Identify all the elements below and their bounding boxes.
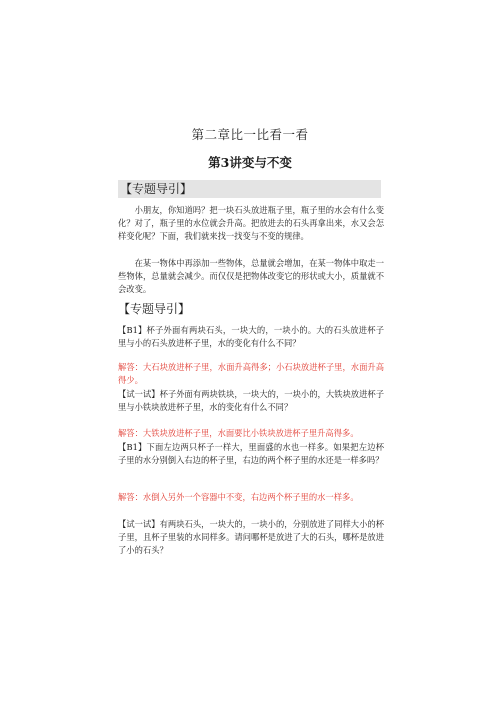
answer-b1-stones: 解答：大石块放进杯子里，水面升高得多；小石块放进杯子里，水面升高得少。 <box>118 362 384 386</box>
try-it-iron: 【试一试】杯子外面有两块铁块，一块大的，一块小的，大铁块放进杯子里与小铁块放进杯子里，水的变化有什么不同？ <box>118 389 384 413</box>
intro-paragraph-1: 小朋友，你知道吗？把一块石头放进瓶子里，瓶子里的水会有什么变化？对了，瓶子里的水位就会升高。把放进去的石头再拿出来，水又会怎样变化呢？下面，我们就来找一找变与不变的规律。 <box>118 205 384 242</box>
lesson-title: 第3讲变与不变 <box>208 155 292 170</box>
section-heading-examples: 【专题导引】 <box>118 302 191 316</box>
intro-paragraph-2: 在某一物体中再添加一些物体，总量就会增加，在某一物体中取走一些物体，总量就会减少。而仅仅是把物体改变它的形状或大小，质量就不会改变。 <box>118 258 384 295</box>
section-heading-intro: 【专题导引】 <box>118 180 381 198</box>
question-b1-cups: 【B1】下面左边两只杯子一样大，里面盛的水也一样多。如果把左边杯子里的水分别倒入右边的杯子里，右边的两个杯子里的水还是一样多吗？ <box>118 442 384 466</box>
question-b1-stones: 【B1】杯子外面有两块石头，一块大的，一块小的。大的石头放进杯子里与小的石头放进杯子里，水的变化有什么不同？ <box>118 325 384 349</box>
answer-try-it-iron: 解答：大铁块放进杯子里，水面要比小铁块放进杯子里升高得多。 <box>118 428 359 438</box>
answer-b1-cups: 解答：水倒入另外一个容器中不变，右边两个杯子里的水一样多。 <box>118 492 359 502</box>
chapter-title: 第二章比一比看一看 <box>191 127 309 142</box>
try-it-stones: 【试一试】有两块石头，一块大的，一块小的，分别放进了同样大小的杯子里，且杯子里装的水同样多。请问哪杯是放进了大的石头，哪杯是放进了小的石头？ <box>118 519 384 556</box>
